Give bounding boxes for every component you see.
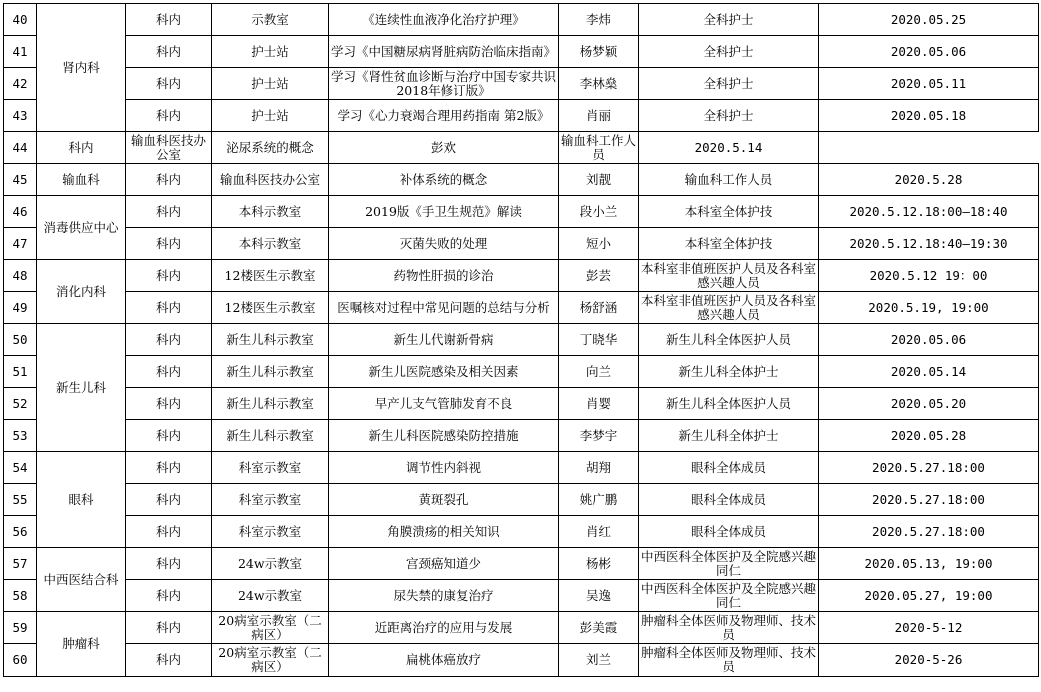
- table-row: [4, 68, 1039, 100]
- row-number: 53: [4, 420, 37, 452]
- schedule-table-body: [4, 4, 1039, 677]
- date-cell: 2020.05.20: [819, 388, 1039, 420]
- audience-cell: 新生儿科全体护士: [639, 356, 819, 388]
- location-cell: 24w示教室: [212, 580, 329, 612]
- speaker-cell: 杨舒涵: [559, 292, 639, 324]
- row-number: 41: [4, 36, 37, 68]
- category-cell: 科内: [126, 420, 212, 452]
- table-row: [4, 260, 1039, 292]
- location-cell: 护士站: [212, 36, 329, 68]
- department-cell: 输血科: [37, 164, 126, 196]
- audience-cell: 眼科全体成员: [639, 484, 819, 516]
- location-cell: 科室示教室: [212, 484, 329, 516]
- date-cell: 2020.5.12.18:00—18:40: [819, 196, 1039, 228]
- audience-cell: 输血科工作人员: [639, 164, 819, 196]
- topic-cell: 《连续性血液净化治疗护理》: [329, 4, 559, 36]
- date-cell: 2020.5.19, 19:00: [819, 292, 1039, 324]
- audience-cell: 本科室非值班医护人员及各科室感兴趣人员: [639, 260, 819, 292]
- location-cell: 本科示教室: [212, 228, 329, 260]
- topic-cell: 尿失禁的康复治疗: [329, 580, 559, 612]
- date-cell: 2020.5.27.18:00: [819, 452, 1039, 484]
- table-row: [4, 548, 1039, 580]
- row-number: 56: [4, 516, 37, 548]
- speaker-cell: 吴逸: [559, 580, 639, 612]
- department-cell: 消毒供应中心: [37, 196, 126, 260]
- category-cell: 科内: [126, 484, 212, 516]
- row-number: 55: [4, 484, 37, 516]
- row-number: 54: [4, 452, 37, 484]
- row-number: 44: [4, 132, 37, 164]
- speaker-cell: 杨梦颖: [559, 36, 639, 68]
- topic-cell: 新生儿医院感染及相关因素: [329, 356, 559, 388]
- audience-cell: 本科室非值班医护人员及各科室感兴趣人员: [639, 292, 819, 324]
- date-cell: 2020.05.11: [819, 68, 1039, 100]
- category-cell: 科内: [126, 388, 212, 420]
- audience-cell: 新生儿科全体医护人员: [639, 324, 819, 356]
- speaker-cell: 刘兰: [559, 644, 639, 677]
- speaker-cell: 短小: [559, 228, 639, 260]
- audience-cell: 输血科工作人员: [559, 132, 639, 164]
- row-number: 58: [4, 580, 37, 612]
- audience-cell: 中西医科全体医护及全院感兴趣同仁: [639, 580, 819, 612]
- category-cell: 科内: [126, 548, 212, 580]
- topic-cell: 近距离治疗的应用与发展: [329, 612, 559, 644]
- table-row: [4, 420, 1039, 452]
- row-number: 42: [4, 68, 37, 100]
- audience-cell: 全科护士: [639, 36, 819, 68]
- table-row: [4, 132, 1039, 164]
- speaker-cell: 彭芸: [559, 260, 639, 292]
- date-cell: 2020.05.06: [819, 36, 1039, 68]
- row-number: 48: [4, 260, 37, 292]
- row-number: 51: [4, 356, 37, 388]
- location-cell: 科室示教室: [212, 452, 329, 484]
- speaker-cell: 肖婴: [559, 388, 639, 420]
- row-number: 50: [4, 324, 37, 356]
- speaker-cell: 肖丽: [559, 100, 639, 132]
- category-cell: 科内: [37, 132, 126, 164]
- speaker-cell: 刘靓: [559, 164, 639, 196]
- topic-cell: 新生儿科医院感染防控措施: [329, 420, 559, 452]
- row-number: 59: [4, 612, 37, 644]
- topic-cell: 新生儿代谢新骨病: [329, 324, 559, 356]
- location-cell: 12楼医生示教室: [212, 292, 329, 324]
- topic-cell: 泌尿系统的概念: [212, 132, 329, 164]
- category-cell: 科内: [126, 356, 212, 388]
- date-cell: 2020.5.12.18:40—19:30: [819, 228, 1039, 260]
- date-cell: 2020.05.18: [819, 100, 1039, 132]
- date-cell: 2020.05.28: [819, 420, 1039, 452]
- speaker-cell: 段小兰: [559, 196, 639, 228]
- location-cell: 示教室: [212, 4, 329, 36]
- table-row: [4, 36, 1039, 68]
- department-cell: 眼科: [37, 452, 126, 548]
- department-cell: 新生儿科: [37, 324, 126, 452]
- table-row: [4, 580, 1039, 612]
- category-cell: 科内: [126, 644, 212, 677]
- audience-cell: 眼科全体成员: [639, 452, 819, 484]
- table-row: [4, 452, 1039, 484]
- location-cell: 新生儿科示教室: [212, 388, 329, 420]
- speaker-cell: 李梦宇: [559, 420, 639, 452]
- row-number: 57: [4, 548, 37, 580]
- table-row: [4, 516, 1039, 548]
- category-cell: 科内: [126, 452, 212, 484]
- location-cell: 护士站: [212, 100, 329, 132]
- category-cell: 科内: [126, 228, 212, 260]
- location-cell: 输血科医技办公室: [212, 164, 329, 196]
- row-number: 47: [4, 228, 37, 260]
- audience-cell: 全科护士: [639, 68, 819, 100]
- category-cell: 科内: [126, 36, 212, 68]
- location-cell: 新生儿科示教室: [212, 324, 329, 356]
- speaker-cell: 彭欢: [329, 132, 559, 164]
- topic-cell: 宫颈癌知道少: [329, 548, 559, 580]
- category-cell: 科内: [126, 164, 212, 196]
- department-cell: 中西医结合科: [37, 548, 126, 612]
- location-cell: 24w示教室: [212, 548, 329, 580]
- date-cell: 2020.05.06: [819, 324, 1039, 356]
- category-cell: 科内: [126, 580, 212, 612]
- speaker-cell: 肖红: [559, 516, 639, 548]
- table-row: [4, 228, 1039, 260]
- category-cell: 科内: [126, 324, 212, 356]
- topic-cell: 2019版《手卫生规范》解读: [329, 196, 559, 228]
- topic-cell: 灭菌失败的处理: [329, 228, 559, 260]
- date-cell: 2020.05.13, 19:00: [819, 548, 1039, 580]
- table-row: [4, 196, 1039, 228]
- date-cell: 2020.05.14: [819, 356, 1039, 388]
- speaker-cell: 姚广鹏: [559, 484, 639, 516]
- audience-cell: 眼科全体成员: [639, 516, 819, 548]
- audience-cell: 新生儿科全体护士: [639, 420, 819, 452]
- speaker-cell: 李炜: [559, 4, 639, 36]
- date-cell: 2020.05.25: [819, 4, 1039, 36]
- topic-cell: 黄斑裂孔: [329, 484, 559, 516]
- audience-cell: 本科室全体护技: [639, 196, 819, 228]
- date-cell: 2020-5-26: [819, 644, 1039, 677]
- category-cell: 科内: [126, 516, 212, 548]
- date-cell: 2020-5-12: [819, 612, 1039, 644]
- audience-cell: 肿瘤科全体医师及物理师、技术员: [639, 612, 819, 644]
- audience-cell: 新生儿科全体医护人员: [639, 388, 819, 420]
- speaker-cell: 杨彬: [559, 548, 639, 580]
- location-cell: 新生儿科示教室: [212, 356, 329, 388]
- speaker-cell: 向兰: [559, 356, 639, 388]
- table-row: [4, 164, 1039, 196]
- category-cell: 科内: [126, 4, 212, 36]
- audience-cell: 肿瘤科全体医师及物理师、技术员: [639, 644, 819, 677]
- date-cell: 2020.5.14: [639, 132, 819, 164]
- topic-cell: 调节性内斜视: [329, 452, 559, 484]
- department-cell: 消化内科: [37, 260, 126, 324]
- table-row: [4, 4, 1039, 36]
- category-cell: 科内: [126, 100, 212, 132]
- speaker-cell: 丁晓华: [559, 324, 639, 356]
- row-number: 43: [4, 100, 37, 132]
- department-cell: 肾内科: [37, 4, 126, 132]
- topic-cell: 学习《中国糖尿病肾脏病防治临床指南》: [329, 36, 559, 68]
- location-cell: 12楼医生示教室: [212, 260, 329, 292]
- audience-cell: 全科护士: [639, 100, 819, 132]
- topic-cell: 学习《心力衰竭合理用药指南 第2版》: [329, 100, 559, 132]
- table-row: [4, 388, 1039, 420]
- audience-cell: 全科护士: [639, 4, 819, 36]
- table-row: [4, 644, 1039, 677]
- date-cell: 2020.5.12 19：00: [819, 260, 1039, 292]
- row-number: 46: [4, 196, 37, 228]
- topic-cell: 药物性肝损的诊治: [329, 260, 559, 292]
- row-number: 60: [4, 644, 37, 677]
- date-cell: 2020.5.28: [819, 164, 1039, 196]
- speaker-cell: 李林燊: [559, 68, 639, 100]
- date-cell: 2020.5.27.18:00: [819, 484, 1039, 516]
- row-number: 52: [4, 388, 37, 420]
- topic-cell: 扁桃体癌放疗: [329, 644, 559, 677]
- date-cell: 2020.05.27, 19:00: [819, 580, 1039, 612]
- speaker-cell: 彭美霞: [559, 612, 639, 644]
- row-number: 49: [4, 292, 37, 324]
- location-cell: 护士站: [212, 68, 329, 100]
- row-number: 45: [4, 164, 37, 196]
- schedule-table: [3, 3, 1039, 677]
- location-cell: 输血科医技办公室: [126, 132, 212, 164]
- topic-cell: 学习《肾性贫血诊断与治疗中国专家共识 2018年修订版》: [329, 68, 559, 100]
- table-row: [4, 100, 1039, 132]
- category-cell: 科内: [126, 260, 212, 292]
- row-number: 40: [4, 4, 37, 36]
- location-cell: 新生儿科示教室: [212, 420, 329, 452]
- date-cell: 2020.5.27.18:00: [819, 516, 1039, 548]
- table-row: [4, 324, 1039, 356]
- table-row: [4, 356, 1039, 388]
- topic-cell: 补体系统的概念: [329, 164, 559, 196]
- location-cell: 本科示教室: [212, 196, 329, 228]
- table-row: [4, 612, 1039, 644]
- department-cell: 肿瘤科: [37, 612, 126, 677]
- category-cell: 科内: [126, 196, 212, 228]
- table-row: [4, 292, 1039, 324]
- category-cell: 科内: [126, 68, 212, 100]
- audience-cell: 中西医科全体医护及全院感兴趣同仁: [639, 548, 819, 580]
- location-cell: 20病室示教室（二病区）: [212, 612, 329, 644]
- topic-cell: 角膜溃疡的相关知识: [329, 516, 559, 548]
- category-cell: 科内: [126, 612, 212, 644]
- location-cell: 科室示教室: [212, 516, 329, 548]
- topic-cell: 医嘱核对过程中常见问题的总结与分析: [329, 292, 559, 324]
- topic-cell: 早产儿支气管肺发育不良: [329, 388, 559, 420]
- speaker-cell: 胡翔: [559, 452, 639, 484]
- audience-cell: 本科室全体护技: [639, 228, 819, 260]
- category-cell: 科内: [126, 292, 212, 324]
- location-cell: 20病室示教室（二病区）: [212, 644, 329, 677]
- table-row: [4, 484, 1039, 516]
